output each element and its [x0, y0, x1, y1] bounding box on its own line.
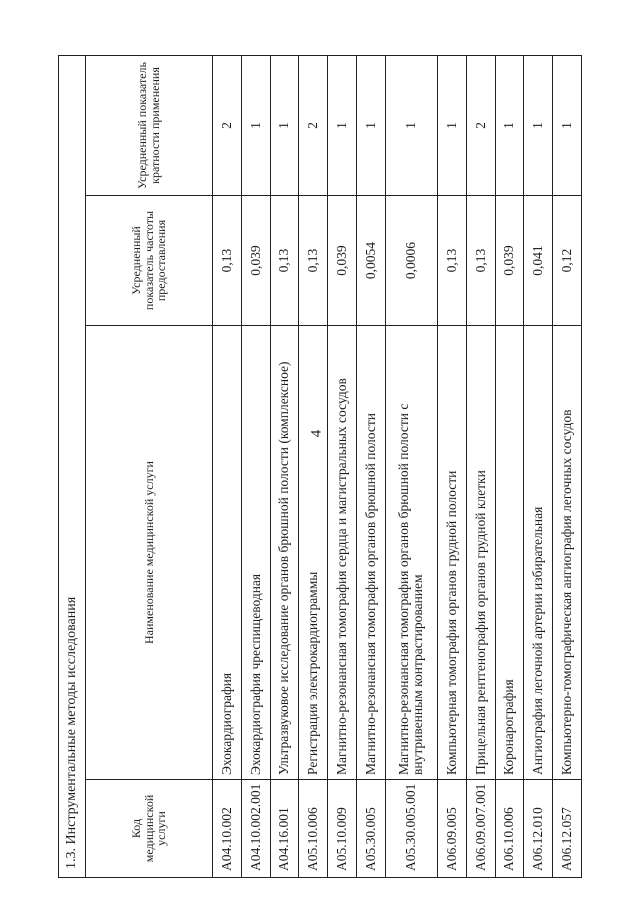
header-name: Наименование медицинской услуги — [86, 326, 213, 780]
services-table-wrapper — [58, 56, 582, 878]
cell-code: A04.10.002 — [213, 780, 242, 878]
header-row — [86, 55, 213, 877]
table-row — [241, 55, 270, 877]
cell-code: A05.30.005 — [356, 780, 385, 878]
header-frequency: Усредненный показатель частоты предоставления — [86, 196, 213, 326]
cell-multiplicity: 2 — [466, 55, 495, 195]
table-row — [356, 55, 385, 877]
cell-name: Эхокардиография чреспищеводная — [241, 326, 270, 780]
cell-frequency: 0,0054 — [356, 196, 385, 326]
cell-multiplicity: 1 — [270, 55, 299, 195]
section-title: 1.3. Инструментальные методы исследования — [59, 55, 86, 877]
table-row — [385, 55, 438, 877]
cell-multiplicity: 1 — [241, 55, 270, 195]
cell-frequency: 0,041 — [524, 196, 553, 326]
header-multiplicity: Усредненный показатель кратности применения — [86, 55, 213, 195]
cell-frequency: 0,039 — [495, 196, 524, 326]
cell-code: A06.12.010 — [524, 780, 553, 878]
cell-frequency: 0,13 — [466, 196, 495, 326]
cell-multiplicity: 2 — [213, 55, 242, 195]
cell-multiplicity: 1 — [495, 55, 524, 195]
table-row — [438, 55, 467, 877]
cell-name: Магнитно-резонансная томография сердца и магистральных сосудов — [328, 326, 357, 780]
cell-multiplicity: 1 — [438, 55, 467, 195]
cell-multiplicity: 1 — [328, 55, 357, 195]
table-row — [466, 55, 495, 877]
cell-code: A05.10.006 — [299, 780, 328, 878]
cell-frequency: 0,039 — [241, 196, 270, 326]
cell-frequency: 0,12 — [553, 196, 582, 326]
cell-multiplicity: 1 — [385, 55, 438, 195]
cell-frequency: 0,13 — [438, 196, 467, 326]
section-title-row — [59, 55, 86, 877]
cell-name: Прицельная рентгенография органов грудной клетки — [466, 326, 495, 780]
cell-code: A06.10.006 — [495, 780, 524, 878]
cell-name: Ангиография легочной артерии избирательная — [524, 326, 553, 780]
cell-name: Коронарография — [495, 326, 524, 780]
cell-name: Компьютерно-томографическая ангиография легочных сосудов — [553, 326, 582, 780]
services-table — [58, 55, 582, 878]
cell-code: A06.12.057 — [553, 780, 582, 878]
cell-multiplicity: 1 — [524, 55, 553, 195]
cell-name: Ультразвуковое исследование органов брюшной полости (комплексное) — [270, 326, 299, 780]
cell-name: Магнитно-резонансная томография органов брюшной полости с внутривенным контрастированием — [385, 326, 438, 780]
cell-name: Магнитно-резонансная томография органов брюшной полости — [356, 326, 385, 780]
cell-code: A05.30.005.001 — [385, 780, 438, 878]
cell-frequency: 0,13 — [270, 196, 299, 326]
table-row — [495, 55, 524, 877]
table-row — [299, 55, 328, 877]
cell-frequency: 0,0006 — [385, 196, 438, 326]
cell-frequency: 0,13 — [299, 196, 328, 326]
cell-frequency: 0,13 — [213, 196, 242, 326]
cell-code: A06.09.005 — [438, 780, 467, 878]
cell-code: A05.10.009 — [328, 780, 357, 878]
header-code: Код медицинской услуги — [86, 780, 213, 878]
table-row — [553, 55, 582, 877]
cell-code: A04.16.001 — [270, 780, 299, 878]
cell-multiplicity: 1 — [356, 55, 385, 195]
cell-frequency: 0,039 — [328, 196, 357, 326]
cell-name: Компьютерная томография органов грудной полости — [438, 326, 467, 780]
cell-name: Регистрация электрокардиограммы — [299, 326, 328, 780]
table-row — [524, 55, 553, 877]
cell-code: A04.10.002.001 — [241, 780, 270, 878]
cell-name: Эхокардиография — [213, 326, 242, 780]
table-row — [213, 55, 242, 877]
cell-code: A06.09.007.001 — [466, 780, 495, 878]
cell-multiplicity: 2 — [299, 55, 328, 195]
cell-multiplicity: 1 — [553, 55, 582, 195]
page-number: 4 — [308, 429, 325, 438]
table-row — [270, 55, 299, 877]
table-row — [328, 55, 357, 877]
